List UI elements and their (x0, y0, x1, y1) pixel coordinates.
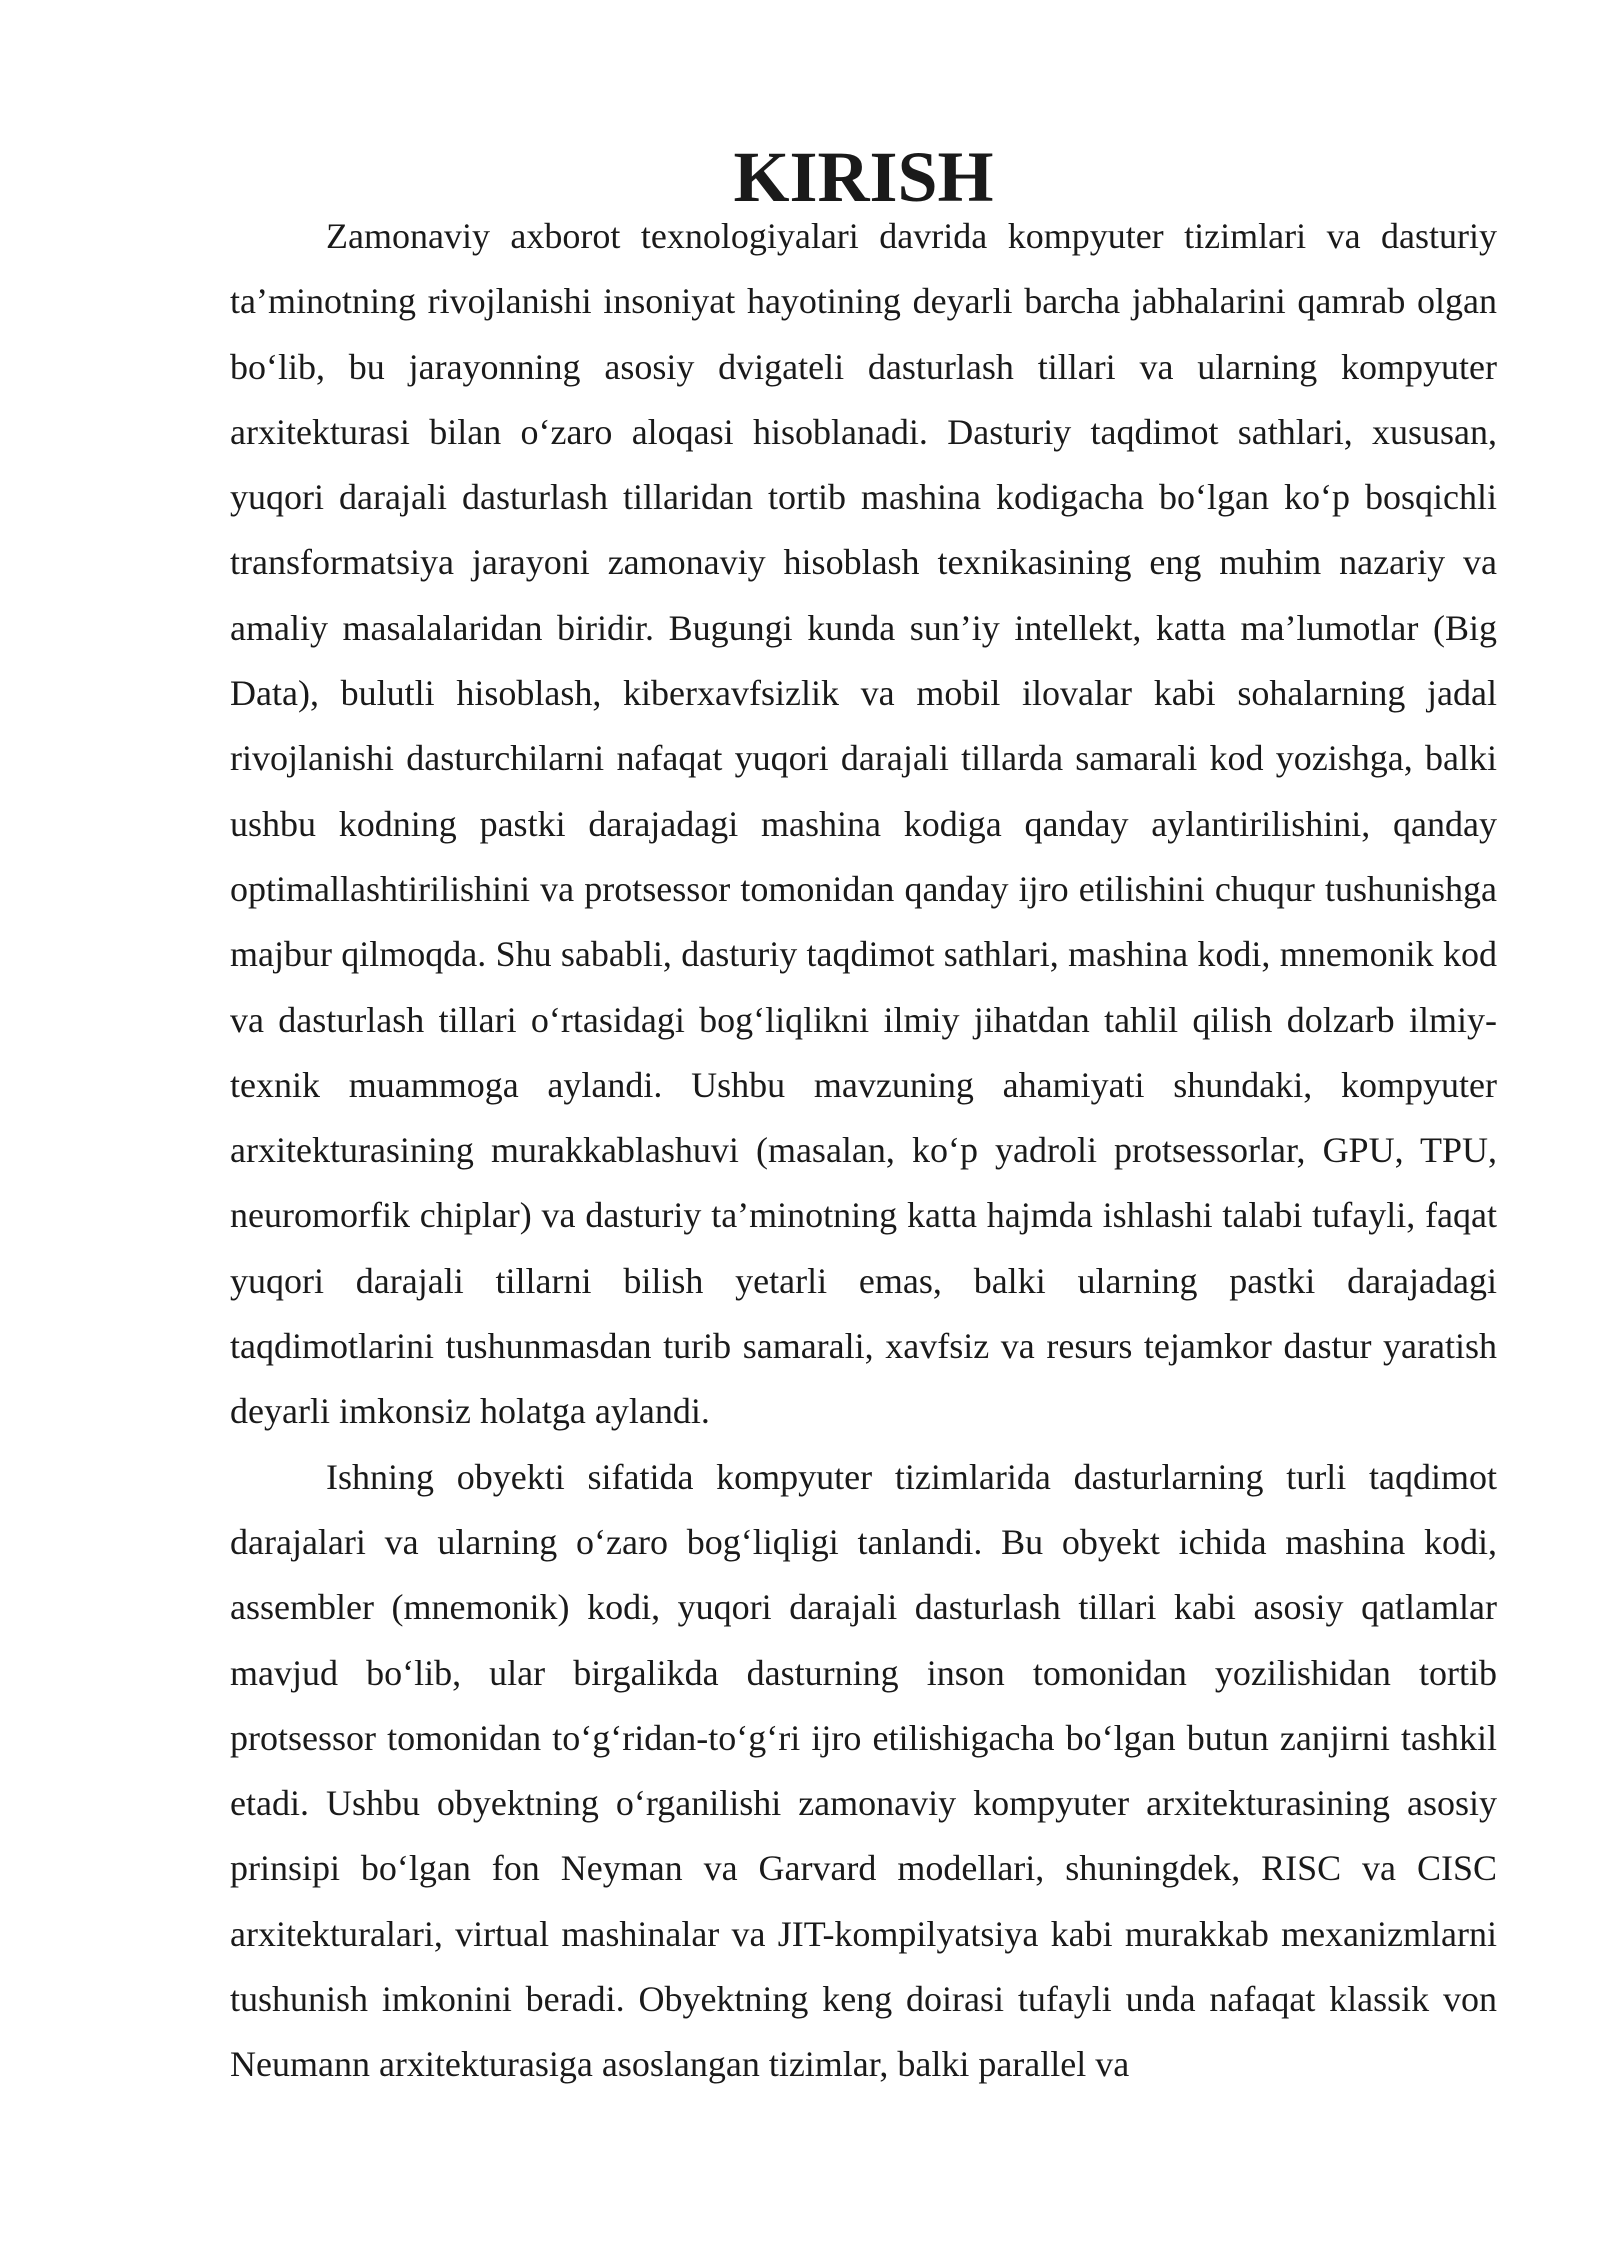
paragraph-introduction: Zamonaviy axborot texnologiyalari davrida kompyuter tizimlari va dasturiy ta’minotning rivojlanishi insoniyat hayotining deyarli barcha jabhalarini qamrab olgan bo‘lib, bu jarayonning asosiy dvigateli dasturlash tillari va ularning kompyuter arxitekturasi bilan o‘zaro aloqasi hisoblanadi. Dasturiy taqdimot sathlari, xususan, yuqori darajali dasturlash tillaridan tortib mashina kodigacha bo‘lgan ko‘p bosqichli transformatsiya jarayoni zamonaviy hisoblash texnikasining eng muhim nazariy va amaliy masalalaridan biridir. Bugungi kunda sun’iy intellekt, katta ma’lumotlar (Big Data), bulutli hisoblash, kiberxavfsizlik va mobil ilovalar kabi sohalarning jadal rivojlanishi dasturchilarni nafaqat yuqori darajali tillarda samarali kod yozishga, balki ushbu kodning pastki darajadagi mashina kodiga qanday aylantirilishini, qanday optimallashtirilishini va protsessor tomonidan qanday ijro etilishini chuqur tushunishga majbur qilmoqda. Shu sababli, dasturiy taqdimot sathlari, mashina kodi, mnemonik kod va dasturlash tillari o‘rtasidagi bog‘liqlikni ilmiy jihatdan tahlil qilish dolzarb ilmiy-texnik muammoga aylandi. Ushbu mavzuning ahamiyati shundaki, kompyuter arxitekturasining murakkablashuvi (masalan, ko‘p yadroli protsessorlar, GPU, TPU, neuromorfik chiplar) va dasturiy ta’minotning katta hajmda ishlashi talabi tufayli, faqat yuqori darajali tillarni bilish yetarli emas, balki ularning pastki darajadagi taqdimotlarini tushunmasdan turib samarali, xavfsiz va resurs tejamkor dastur yaratish deyarli imkonsiz holatga aylandi. (230, 216, 1497, 1432)
page-title: KIRISH (733, 137, 994, 217)
paragraph-research-object: Ishning obyekti sifatida kompyuter tizimlarida dasturlarning turli taqdimot darajalari va ularning o‘zaro bog‘liqligi tanlandi. Bu obyekt ichida mashina kodi, assembler (mnemonik) kodi, yuqori darajali dasturlash tillari kabi asosiy qatlamlar mavjud bo‘lib, ular birgalikda dasturning inson tomonidan yozilishidan tortib protsessor tomonidan to‘g‘ridan-to‘g‘ri ijro etilishigacha bo‘lgan butun zanjirni tashkil etadi. Ushbu obyektning o‘rganilishi zamonaviy kompyuter arxitekturasining asosiy prinsipi bo‘lgan fon Neyman va Garvard modellari, shuningdek, RISC va CISC arxitekturalari, virtual mashinalar va JIT-kompilyatsiya kabi murakkab mexanizmlarni tushunish imkonini beradi. Obyektning keng doirasi tufayli unda nafaqat klassik von Neumann arxitekturasiga asoslangan tizimlar, balki parallel va (230, 1456, 1497, 2085)
document-body (230, 137, 1497, 2098)
